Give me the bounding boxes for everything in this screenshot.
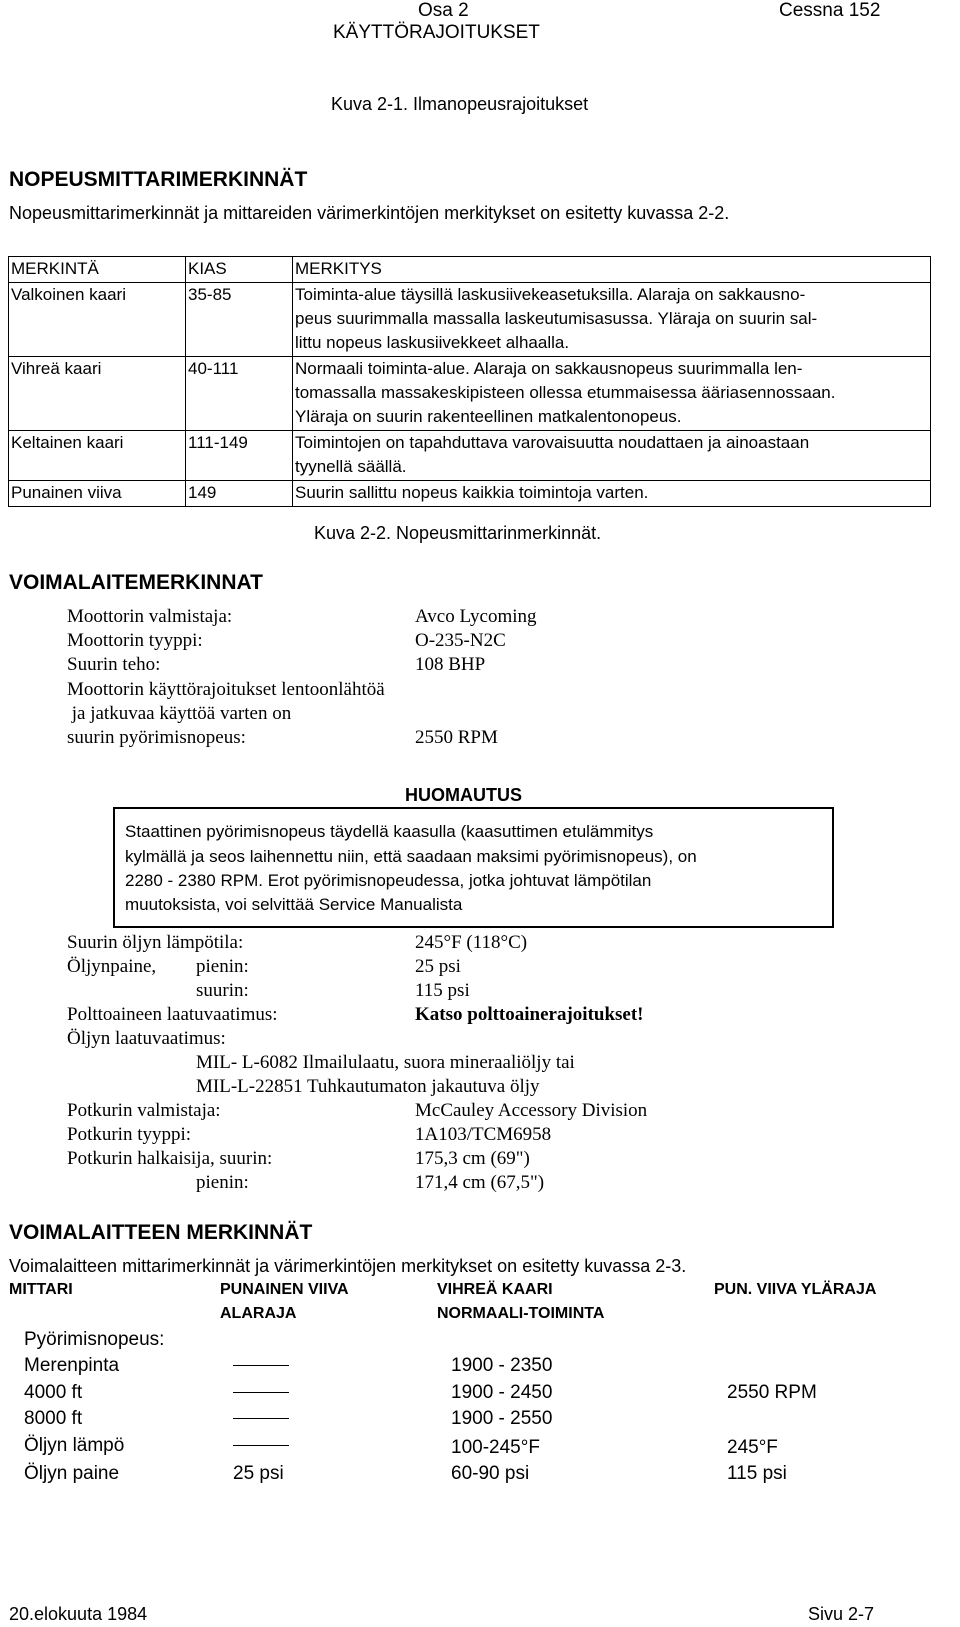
red-line-upper-value: 115 psi	[727, 1463, 787, 1484]
header-section: Osa 2	[418, 0, 469, 21]
airspeed-markings-intro: Nopeusmittarimerkinnät ja mittareiden värimerkintöjen merkitykset on esitetty kuvassa 2-2.	[9, 203, 730, 223]
table-row	[9, 481, 931, 507]
kias-cell: 111-149	[186, 431, 293, 481]
prop-diameter-min-label: pienin:	[196, 1172, 249, 1193]
column-header-red-line-lower-2: ALARAJA	[220, 1305, 297, 1322]
green-arc-value: 100-245°F	[451, 1437, 540, 1458]
table-row	[9, 283, 931, 357]
meaning-cell	[293, 431, 931, 481]
instrument-row-label: 8000 ft	[24, 1408, 83, 1429]
instrument-row-label: Öljyn lämpö	[24, 1435, 125, 1456]
table-header-row	[9, 257, 931, 283]
note-line: kylmällä ja seos laihennettu niin, että saadaan maksimi pyörimisnopeus), on	[125, 847, 697, 866]
green-arc-value: 1900 - 2350	[451, 1355, 553, 1376]
header-chapter: KÄYTTÖRAJOITUKSET	[333, 22, 540, 43]
rpm-limit-label-line-2: ja jatkuvaa käyttöä varten on	[67, 703, 292, 724]
note-box	[113, 807, 834, 928]
instrument-row-label: Öljyn paine	[24, 1463, 120, 1484]
engine-manufacturer-value: Avco Lycoming	[415, 606, 537, 627]
airspeed-markings-table	[8, 256, 931, 507]
marking-cell: Punainen viiva	[9, 481, 186, 507]
green-arc-value: 60-90 psi	[451, 1463, 530, 1484]
note-line: Staattinen pyörimisnopeus täydellä kaasulla (kaasuttimen etulämmitys	[125, 822, 654, 841]
oil-grade-line-1: MIL- L-6082 Ilmailulaatu, suora mineraaliöljy tai	[196, 1052, 575, 1073]
figure-2-1-caption: Kuva 2-1. Ilmanopeusrajoitukset	[331, 94, 589, 114]
rpm-limit-label-line-1: Moottorin käyttörajoitukset lentoonlähtöä	[67, 679, 385, 700]
oil-pressure-max-value: 115 psi	[415, 980, 470, 1001]
engine-manufacturer-label: Moottorin valmistaja:	[67, 606, 233, 627]
meaning-line: Suurin sallittu nopeus kaikkia toimintoja varten.	[295, 483, 649, 502]
note-line: muutoksista, voi selvittää Service Manualista	[125, 895, 463, 914]
oil-temp-label: Suurin öljyn lämpötila:	[67, 932, 244, 953]
rpm-limit-value: 2550 RPM	[415, 727, 498, 748]
prop-diameter-min-value: 171,4 cm (67,5")	[415, 1172, 545, 1193]
figure-2-2-caption: Kuva 2-2. Nopeusmittarinmerkinnät.	[314, 523, 602, 543]
green-arc-value: 1900 - 2450	[451, 1382, 553, 1403]
instrument-markings-intro: Voimalaitteen mittarimerkinnät ja värimerkintöjen merkitykset on esitetty kuvassa 2-3.	[9, 1256, 687, 1276]
kias-cell: 40-111	[186, 357, 293, 431]
meaning-line: littu nopeus laskusiivekkeet alhaalla.	[295, 333, 570, 352]
footer-date: 20.elokuuta 1984	[9, 1604, 148, 1624]
marking-cell: Valkoinen kaari	[9, 283, 186, 357]
marking-cell: Keltainen kaari	[9, 431, 186, 481]
column-header-instrument: MITTARI	[9, 1281, 73, 1298]
meaning-cell	[293, 357, 931, 431]
dash-placeholder	[233, 1445, 289, 1446]
prop-type-label: Potkurin tyyppi:	[67, 1124, 192, 1145]
rpm-group-label: Pyörimisnopeus:	[24, 1329, 165, 1350]
instrument-markings-title: VOIMALAITTEEN MERKINNÄT	[9, 1221, 313, 1244]
column-header-kias: KIAS	[186, 257, 293, 283]
dash-placeholder	[233, 1392, 289, 1393]
prop-diameter-max-value: 175,3 cm (69")	[415, 1148, 530, 1169]
marking-cell: Vihreä kaari	[9, 357, 186, 431]
oil-pressure-label: Öljynpaine,	[67, 956, 157, 977]
powerplant-title: VOIMALAITEMERKINNAT	[9, 571, 263, 594]
note-line: 2280 - 2380 RPM. Erot pyörimisnopeudessa, jotka johtuvat lämpötilan	[125, 871, 652, 890]
instrument-row-label: Merenpinta	[24, 1355, 120, 1376]
meaning-line: tomassalla massakeskipisteen ollessa etummaisessa ääriasennossaan.	[295, 383, 836, 402]
prop-diameter-label: Potkurin halkaisija, suurin:	[67, 1148, 273, 1169]
column-header-green-arc-2: NORMAALI-TOIMINTA	[437, 1305, 605, 1322]
meaning-line: tyynellä säällä.	[295, 457, 407, 476]
meaning-line: Toiminta-alue täysillä laskusiivekeasetuksilla. Alaraja on sakkausno-	[295, 285, 806, 304]
prop-manufacturer-value: McCauley Accessory Division	[415, 1100, 648, 1121]
red-line-upper-value: 2550 RPM	[727, 1382, 817, 1403]
meaning-line: Toimintojen on tapahduttava varovaisuutta noudattaen ja ainoastaan	[295, 433, 810, 452]
rpm-limit-label-line-3: suurin pyörimisnopeus:	[67, 727, 246, 748]
oil-pressure-min-value: 25 psi	[415, 956, 461, 977]
oil-grade-label: Öljyn laatuvaatimus:	[67, 1028, 226, 1049]
meaning-cell	[293, 481, 931, 507]
engine-type-value: O-235-N2C	[415, 630, 506, 651]
table-row	[9, 357, 931, 431]
header-aircraft: Cessna 152	[779, 0, 881, 21]
footer-page-number: Sivu 2-7	[808, 1604, 875, 1624]
note-title: HUOMAUTUS	[405, 785, 522, 805]
column-header-red-line-lower-1: PUNAINEN VIIVA	[220, 1281, 349, 1298]
prop-manufacturer-label: Potkurin valmistaja:	[67, 1100, 221, 1121]
column-header-meaning: MERKITYS	[293, 257, 931, 283]
oil-pressure-max-label: suurin:	[196, 980, 249, 1001]
instrument-row-label: 4000 ft	[24, 1382, 83, 1403]
meaning-cell	[293, 283, 931, 357]
meaning-line: peus suurimmalla massalla laskeutumisasussa. Yläraja on suurin sal-	[295, 309, 818, 328]
oil-grade-line-2: MIL-L-22851 Tuhkautumaton jakautuva öljy	[196, 1076, 540, 1097]
fuel-grade-label: Polttoaineen laatuvaatimus:	[67, 1004, 278, 1025]
meaning-line: Yläraja on suurin rakenteellinen matkalentonopeus.	[295, 407, 682, 426]
prop-type-value: 1A103/TCM6958	[415, 1124, 552, 1145]
kias-cell: 35-85	[186, 283, 293, 357]
meaning-line: Normaali toiminta-alue. Alaraja on sakkausnopeus suurimmalla len-	[295, 359, 803, 378]
table-row	[9, 431, 931, 481]
green-arc-value: 1900 - 2550	[451, 1408, 553, 1429]
dash-placeholder	[233, 1418, 289, 1419]
max-power-label: Suurin teho:	[67, 654, 161, 675]
engine-type-label: Moottorin tyyppi:	[67, 630, 203, 651]
max-power-value: 108 BHP	[415, 654, 486, 675]
oil-temp-value: 245°F (118°C)	[415, 932, 528, 953]
red-line-lower-value: 25 psi	[233, 1463, 284, 1484]
oil-pressure-min-label: pienin:	[196, 956, 249, 977]
column-header-red-line-upper: PUN. VIIVA YLÄRAJA	[714, 1281, 877, 1298]
red-line-upper-value: 245°F	[727, 1437, 778, 1458]
kias-cell: 149	[186, 481, 293, 507]
column-header-green-arc-1: VIHREÄ KAARI	[437, 1281, 553, 1298]
column-header-marking: MERKINTÄ	[9, 257, 186, 283]
dash-placeholder	[233, 1365, 289, 1366]
fuel-grade-value: Katso polttoainerajoitukset!	[415, 1004, 644, 1025]
airspeed-markings-title: NOPEUSMITTARIMERKINNÄT	[9, 168, 308, 191]
